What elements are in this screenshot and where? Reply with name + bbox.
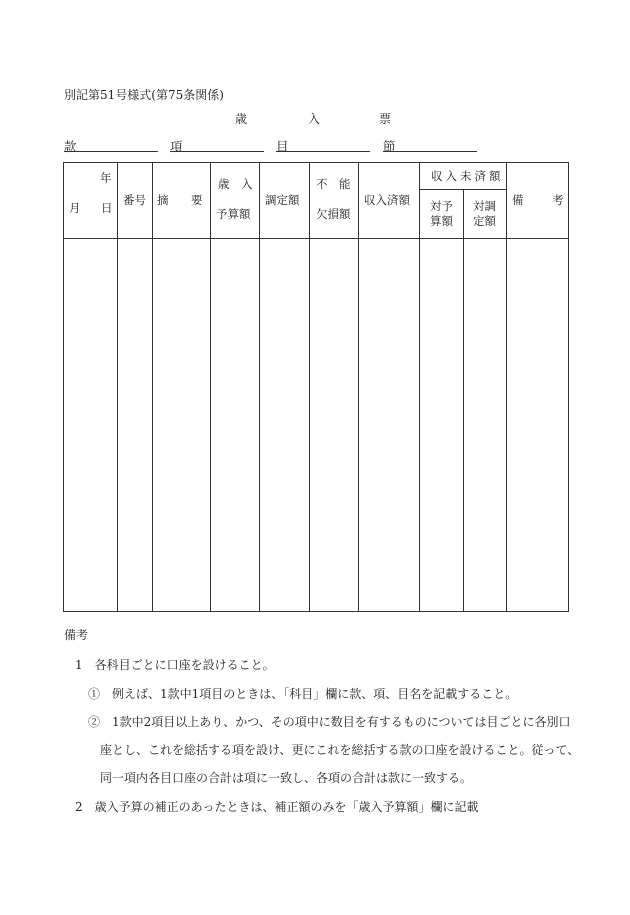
note-item: ② 1款中2項目以上あり、かつ、その項中に数目を有するものについては目ごとに各別口 (88, 715, 571, 729)
field-row (0, 137, 630, 153)
header-budget-1: 歳 入 (218, 177, 253, 191)
field-label-setsu: 節 (383, 139, 396, 154)
field-line-kou[interactable] (170, 151, 264, 152)
notes-title: 備考 (64, 628, 89, 642)
header-summary-1: 摘 (157, 193, 169, 207)
header-vs-budget-1: 対予 (430, 199, 453, 213)
header-vs-assessed-1: 対調 (473, 199, 496, 213)
header-deficit-1: 不 能 (316, 177, 351, 191)
revenue-table (63, 162, 569, 612)
field-line-moku[interactable] (276, 151, 370, 152)
col-divider (463, 189, 464, 611)
header-assessed: 調定額 (265, 193, 300, 207)
form-label: 別記第51号様式(第75条関係) (64, 88, 224, 102)
col-divider (117, 163, 118, 611)
note-item: ① 例えば、1款中1項目のときは、「科目」欄に款、項、目名を記載すること。 (88, 687, 518, 701)
header-remarks-2: 考 (552, 193, 564, 207)
header-remarks-1: 備 (512, 193, 524, 207)
header-received: 収入済額 (364, 193, 410, 207)
field-line-kan[interactable] (64, 151, 158, 152)
col-divider (506, 163, 507, 611)
field-label-kou: 項 (170, 139, 183, 154)
note-item: 2 歳入予算の補正のあったときは、補正額のみを「歳入予算額」欄に記載 (75, 800, 479, 814)
header-bottom-line (64, 238, 568, 239)
col-divider (210, 163, 211, 611)
header-day: 日 (101, 201, 113, 215)
header-summary-2: 要 (191, 193, 203, 207)
title-char-3: 票 (379, 112, 392, 126)
field-label-kan: 款 (64, 139, 77, 154)
header-year: 年 (100, 171, 112, 185)
header-month: 月 (69, 201, 81, 215)
unreceived-split-line (419, 189, 506, 190)
col-divider (309, 163, 310, 611)
col-divider (152, 163, 153, 611)
field-line-setsu[interactable] (383, 151, 477, 152)
field-label-moku: 目 (276, 139, 289, 154)
header-vs-assessed-2: 定額 (473, 214, 496, 228)
title-char-2: 入 (308, 112, 321, 126)
header-budget-2: 予算額 (216, 207, 251, 221)
header-number: 番号 (123, 193, 146, 207)
col-divider (419, 163, 420, 611)
note-item: 同一項内各目口座の合計は項に一致し、各項の合計は款に一致する。 (100, 771, 473, 785)
header-unreceived: 収入未済額 (431, 169, 504, 183)
note-item: 座とし、これを総括する項を設け、更にこれを総括する款の口座を設けること。従って、 (100, 743, 580, 757)
col-divider (358, 163, 359, 611)
col-divider (259, 163, 260, 611)
header-vs-budget-2: 算額 (430, 214, 453, 228)
header-deficit-2: 欠損額 (316, 207, 351, 221)
title-char-1: 歳 (235, 112, 248, 126)
note-item: 1 各科目ごとに口座を設けること。 (75, 658, 275, 672)
